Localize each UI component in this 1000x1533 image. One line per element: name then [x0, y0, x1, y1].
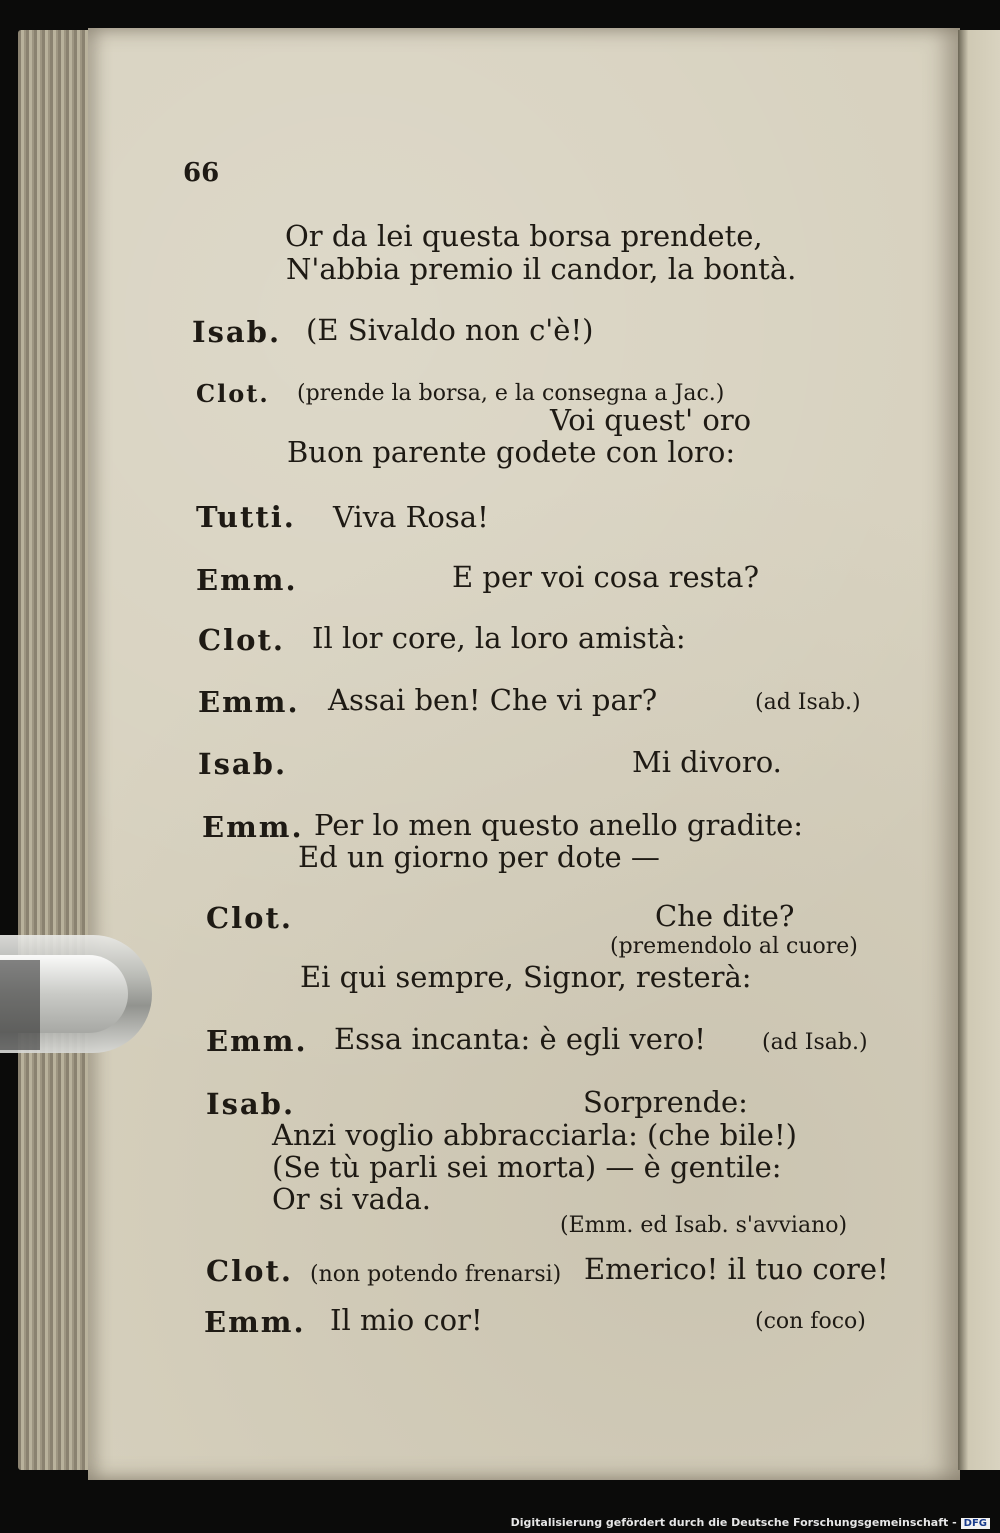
speaker-label: Isab.	[198, 747, 288, 781]
verse-line: Viva Rosa!	[333, 500, 489, 534]
speaker-label: Clot.	[196, 379, 270, 408]
speaker-label: Emm.	[196, 563, 298, 597]
verse-line: Il lor core, la loro amistà:	[312, 621, 686, 655]
verse-line: Or si vada.	[272, 1182, 431, 1216]
digitization-credit	[511, 1516, 990, 1529]
opposite-page-edge	[958, 30, 1000, 1470]
speaker-label: Clot.	[206, 1254, 293, 1288]
stage-direction: (ad Isab.)	[762, 1030, 868, 1055]
verse-line: Buon parente godete con loro:	[287, 435, 736, 469]
verse-line: Or da lei questa borsa prendete,	[285, 219, 763, 253]
speaker-label: Emm.	[198, 685, 300, 719]
verse-line: (E Sivaldo non c'è!)	[306, 313, 594, 347]
speaker-label: Emm.	[202, 810, 304, 844]
stage-direction: (prende la borsa, e la consegna a Jac.)	[297, 381, 725, 406]
speaker-label: Tutti.	[196, 500, 296, 534]
stage-direction: (premendolo al cuore)	[610, 934, 858, 959]
verse-line: Emerico! il tuo core!	[584, 1252, 889, 1286]
speaker-label: Isab.	[206, 1087, 296, 1121]
dfg-logo: DFG	[961, 1518, 990, 1529]
verse-line: Sorprende:	[583, 1085, 748, 1119]
verse-line: Il mio cor!	[330, 1303, 483, 1337]
speaker-label: Emm.	[204, 1305, 306, 1339]
verse-line: Mi divoro.	[632, 745, 782, 779]
stage-direction: (con foco)	[755, 1309, 866, 1334]
page-edges	[18, 30, 98, 1470]
speaker-label: Clot.	[206, 901, 293, 935]
verse-line: Voi quest' oro	[550, 403, 752, 437]
verse-line: Per lo men questo anello gradite:	[314, 808, 804, 842]
speaker-label: Isab.	[192, 315, 282, 349]
stage-direction: (Emm. ed Isab. s'avviano)	[560, 1213, 848, 1238]
verse-line: E per voi cosa resta?	[452, 560, 760, 594]
credit-text: Digitalisierung gefördert durch die Deutsche Forschungsgemeinschaft -	[510, 1516, 957, 1529]
verse-line: Anzi voglio abbracciarla: (che bile!)	[272, 1118, 797, 1152]
verse-line: Ei qui sempre, Signor, resterà:	[300, 960, 752, 994]
speaker-label: Clot.	[198, 623, 285, 657]
stage-direction: (non potendo frenarsi)	[310, 1262, 562, 1287]
verse-line: Essa incanta: è egli vero!	[334, 1022, 706, 1056]
verse-line: (Se tù parli sei morta) — è gentile:	[272, 1150, 782, 1184]
stage-direction: (ad Isab.)	[755, 690, 861, 715]
verse-line: N'abbia premio il candor, la bontà.	[286, 252, 797, 286]
speaker-label: Emm.	[206, 1024, 308, 1058]
verse-line: Assai ben! Che vi par?	[328, 683, 658, 717]
verse-line: Che dite?	[655, 899, 795, 933]
page-number: 66	[183, 158, 220, 188]
verse-line: Ed un giorno per dote —	[298, 840, 660, 874]
page-clip-shadow	[0, 960, 40, 1050]
